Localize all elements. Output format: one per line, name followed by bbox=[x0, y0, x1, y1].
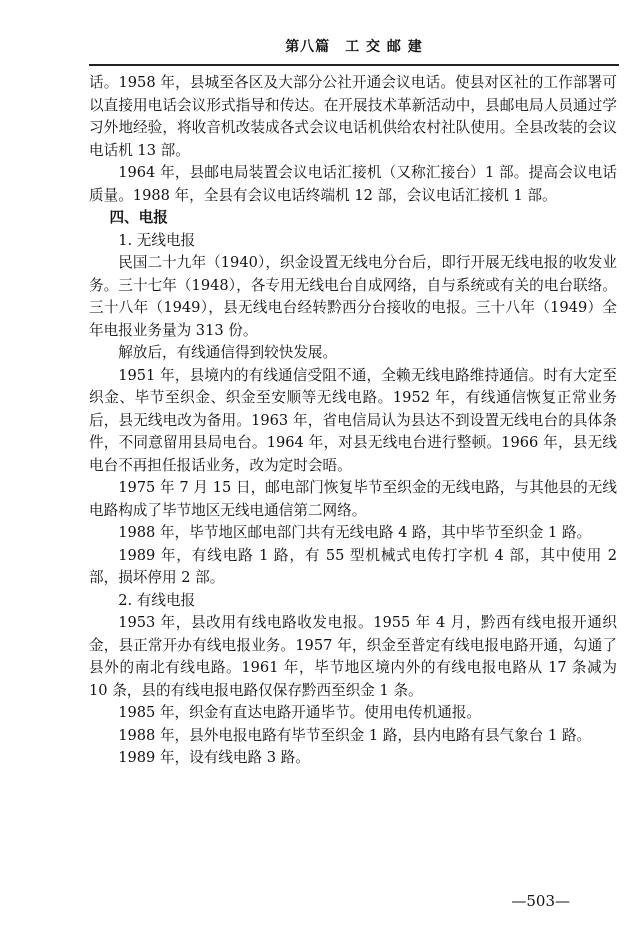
paragraph-after-liberation: 解放后，有线通信得到较快发展。 bbox=[118, 344, 338, 361]
paragraph-conference-phone-1964: 1964 年，县邮电局装置会议电话汇接机（又称汇接台）1 部。提高会议电话质量。1988 年，全县有会议电话终端机 12 部，会议电话汇接机 1 部。 bbox=[89, 164, 617, 204]
paragraph-wired-1989: 1989 年，设有线电路 3 路。 bbox=[118, 749, 310, 766]
paragraph-wired-1988: 1988 年，县外电报电路有毕节至织金 1 路，县内电路有县气象台 1 路。 bbox=[118, 726, 592, 744]
subheading-wireless-telegraph: 1. 无线电报 bbox=[118, 231, 196, 249]
paragraph-wireless-1988: 1988 年，毕节地区邮电部门共有无线电路 4 路，其中毕节至织金 1 路。 bbox=[118, 524, 592, 541]
body-text bbox=[89, 72, 617, 770]
page-number: —503— bbox=[511, 892, 570, 910]
section-heading-telegraph: 四、电报 bbox=[109, 209, 168, 226]
paragraph-wired-1953: 1953 年，县改用有线电路收发电报。1955 年 4 月，黔西有线电报开通织金，县正常开办有线电报业务。1957 年，织金至普定有线电报电路开通，勾通了县外的南北有线电路。1961 年，毕节地区境内外的有线电报电路从 17 条减为 10 条，县的有线电报电路仅保存黔西至织金 1 条。 bbox=[89, 614, 617, 699]
running-header: 第八篇 工 交 邮 建 bbox=[285, 39, 423, 55]
header-divider bbox=[89, 64, 619, 66]
paragraph-wireless-1940: 民国二十九年（1940），织金设置无线电分台后，即行开展无线电报的收发业务。三十七年（1948），各专用无线电台自成网络，自与系统或有关的电台联络。三十八年（1949），县无线电台经转黔西分台接收的电报。三十八年（1949）全年电报业务量为 313 份。 bbox=[89, 254, 617, 339]
paragraph-wired-1985: 1985 年，织金有直达电路开通毕节。使用电传机通报。 bbox=[118, 704, 482, 721]
paragraph-wireless-1951: 1951 年，县境内的有线通信受阻不通，全赖无线电路维持通信。时有大定至织金、毕节至织金、织金至安顺等无线电路。1952 年，有线通信恢复正常业务后，县无线电改为备用。1963 年，省电信局认为县达不到设置无线电台的具体条件，不同意留用县局电台。1964 年，对县无线电台进行整顿。1966 年，县无线电台不再担任报话业务，改为定时会晤。 bbox=[89, 366, 617, 474]
paragraph-wireless-1975: 1975 年 7 月 15 日，邮电部门恢复毕节至织金的无线电路，与其他县的无线电路构成了毕节地区无线电通信第二网络。 bbox=[89, 479, 617, 519]
subheading-wired-telegraph: 2. 有线电报 bbox=[118, 591, 196, 609]
paragraph-conference-phone-1958: 话。1958 年，县城至各区及大部分公社开通会议电话。使县对区社的工作部署可以直接用电话会议形式指导和传达。在开展技术革新活动中，县邮电局人员通过学习外地经验，将收音机改装成各式会议电话机供给农村社队使用。全县改装的会议电话机 13 部。 bbox=[89, 74, 617, 159]
paragraph-wireless-1989: 1989 年，有线电路 1 路，有 55 型机械式电传打字机 4 部，其中使用 2 部，损坏停用 2 部。 bbox=[89, 546, 617, 586]
